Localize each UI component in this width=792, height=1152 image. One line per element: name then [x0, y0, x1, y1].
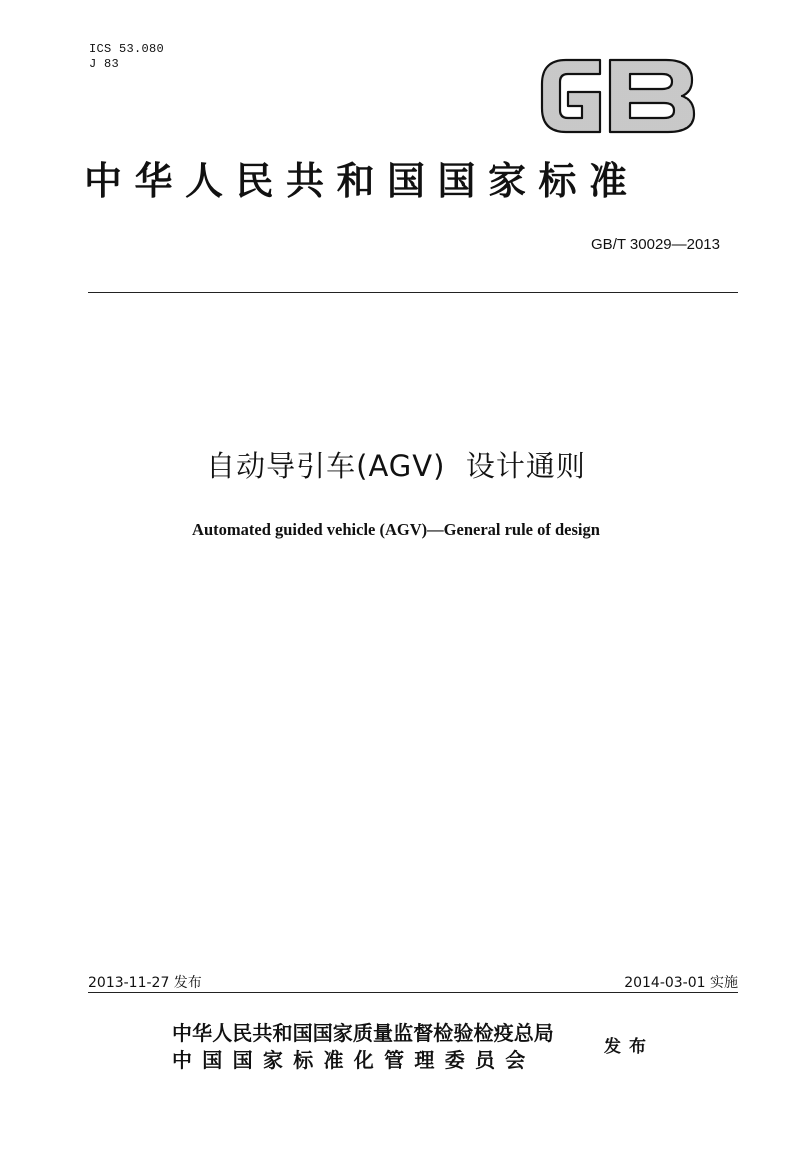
- issue-date: 2013-11-27 发布: [88, 975, 202, 991]
- document-title-zh: 自动导引车(AGV) 设计通则: [206, 449, 586, 483]
- implementation-date: 2014-03-01 实施: [624, 975, 738, 991]
- standard-number: GB/T 30029—2013: [591, 236, 720, 253]
- issuer-aqsiq: 中华人民共和国国家质量监督检验检疫总局: [172, 1021, 554, 1045]
- issuer-sac: 中国国家标准化管理委员会: [172, 1048, 536, 1072]
- ccs-code: J 83: [89, 57, 120, 71]
- standard-category-title: 中华人民共和国国家标准: [84, 158, 640, 203]
- bottom-divider: [88, 992, 738, 993]
- publish-label: 发布: [604, 1037, 654, 1057]
- top-divider: [88, 292, 738, 293]
- document-title-en: Automated guided vehicle (AGV)—General rule of design: [192, 520, 600, 539]
- ics-code: ICS 53.080: [89, 42, 165, 56]
- gb-standard-logo-icon: [538, 56, 698, 136]
